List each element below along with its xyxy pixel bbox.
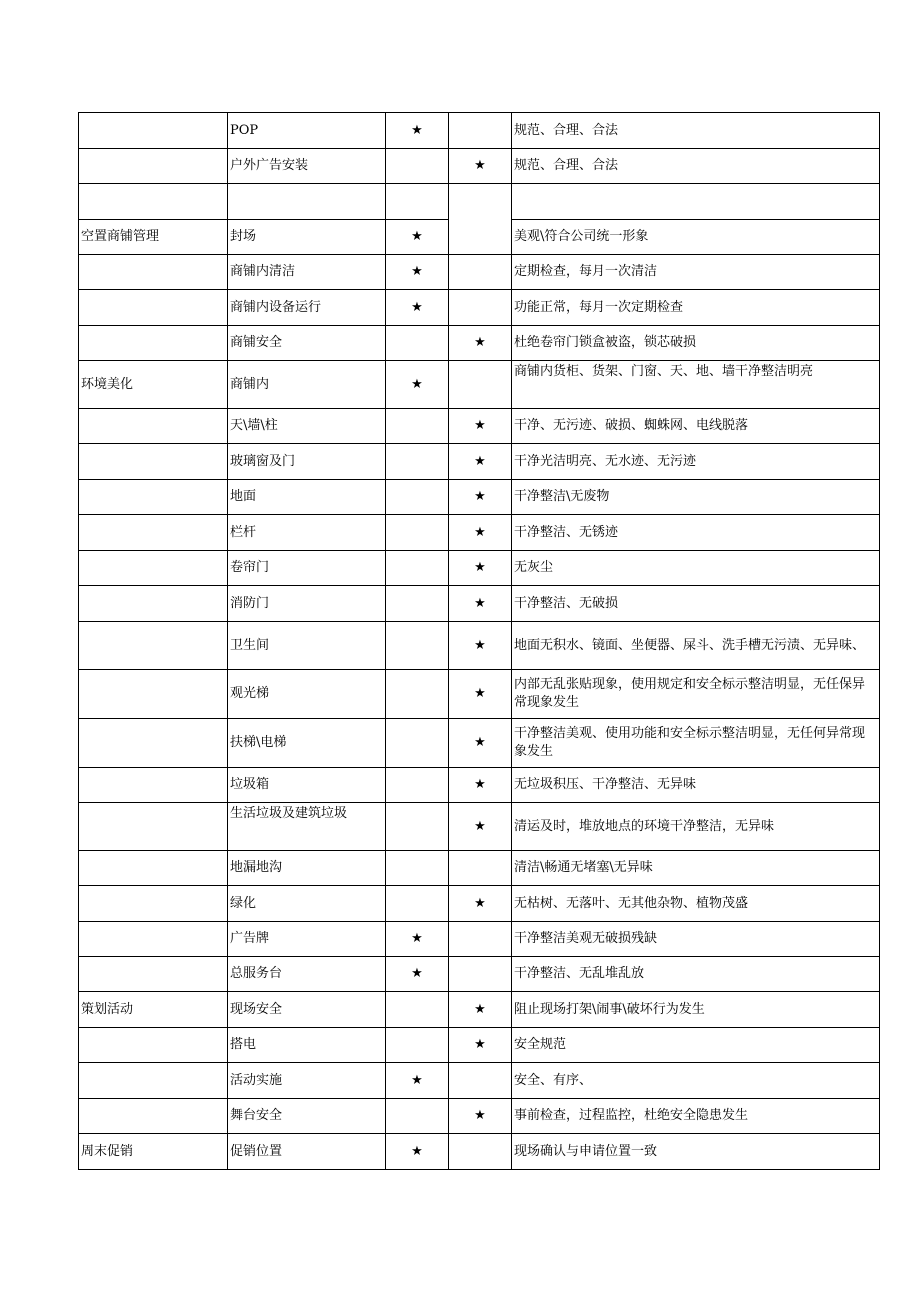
star-col1-cell	[386, 886, 449, 922]
category-cell	[79, 515, 228, 551]
standard-cell: 无灰尘	[512, 551, 880, 586]
star-col2-cell: ★	[449, 551, 512, 586]
standard-cell: 无垃圾积压、干净整洁、无异味	[512, 768, 880, 803]
star-col1-cell	[386, 149, 449, 184]
category-cell	[79, 326, 228, 361]
item-cell: 玻璃窗及门	[228, 444, 386, 480]
item-cell: 扶梯\电梯	[228, 719, 386, 768]
table-row	[79, 551, 880, 586]
table-row	[79, 992, 880, 1028]
category-cell	[79, 622, 228, 670]
star-col1-cell	[386, 851, 449, 886]
table-body	[79, 113, 880, 1170]
item-cell: 垃圾箱	[228, 768, 386, 803]
star-col2-cell	[449, 290, 512, 326]
item-cell: 观光梯	[228, 670, 386, 719]
standard-cell: 美观\符合公司统一形象	[512, 220, 880, 255]
standard-cell: 清运及时，堆放地点的环境干净整洁，无异味	[512, 803, 880, 851]
star-col1-cell	[386, 1099, 449, 1134]
star-col2-cell: ★	[449, 886, 512, 922]
star-col2-cell: ★	[449, 1028, 512, 1063]
star-col2-cell	[449, 255, 512, 290]
star-col2-cell	[449, 1134, 512, 1170]
category-cell	[79, 255, 228, 290]
category-cell	[79, 551, 228, 586]
category-cell	[79, 444, 228, 480]
standard-cell: 事前检查，过程监控，杜绝安全隐患发生	[512, 1099, 880, 1134]
item-cell: 商铺内设备运行	[228, 290, 386, 326]
item-cell: 卫生间	[228, 622, 386, 670]
category-cell	[79, 290, 228, 326]
table-row	[79, 290, 880, 326]
table-row	[79, 326, 880, 361]
item-cell: 栏杆	[228, 515, 386, 551]
star-col1-cell: ★	[386, 290, 449, 326]
table-row	[79, 515, 880, 551]
star-col2-cell: ★	[449, 480, 512, 515]
table-row	[79, 957, 880, 992]
star-col1-cell	[386, 480, 449, 515]
star-col2-cell: ★	[449, 444, 512, 480]
category-cell	[79, 149, 228, 184]
standard-cell: 安全、有序、	[512, 1063, 880, 1099]
item-cell: POP	[228, 113, 386, 149]
standard-cell: 阻止现场打架\闹事\破坏行为发生	[512, 992, 880, 1028]
star-col2-cell: ★	[449, 670, 512, 719]
category-cell: 空置商铺管理	[79, 220, 228, 255]
standard-cell: 安全规范	[512, 1028, 880, 1063]
standard-cell: 干净整洁美观无破损残缺	[512, 922, 880, 957]
star-col1-cell	[386, 551, 449, 586]
standard-cell: 清洁\畅通无堵塞\无异味	[512, 851, 880, 886]
star-col1-cell	[386, 586, 449, 622]
standard-cell: 现场确认与申请位置一致	[512, 1134, 880, 1170]
table-row	[79, 670, 880, 719]
item-cell: 活动实施	[228, 1063, 386, 1099]
star-col2-cell: ★	[449, 992, 512, 1028]
standard-cell: 定期检查，每月一次清洁	[512, 255, 880, 290]
item-cell: 现场安全	[228, 992, 386, 1028]
standard-cell: 杜绝卷帘门锁盒被盗，锁芯破损	[512, 326, 880, 361]
table-row	[79, 255, 880, 290]
star-col1-cell: ★	[386, 255, 449, 290]
table-row	[79, 922, 880, 957]
star-col2-cell: ★	[449, 326, 512, 361]
category-cell	[79, 1028, 228, 1063]
star-col1-cell	[386, 803, 449, 851]
table-row	[79, 113, 880, 149]
star-col1-cell	[386, 670, 449, 719]
category-cell: 策划活动	[79, 992, 228, 1028]
star-col2-cell	[449, 361, 512, 409]
category-cell	[79, 922, 228, 957]
table-row	[79, 586, 880, 622]
star-col1-cell: ★	[386, 922, 449, 957]
category-cell	[79, 113, 228, 149]
category-cell	[79, 851, 228, 886]
category-cell	[79, 480, 228, 515]
star-col1-cell: ★	[386, 220, 449, 255]
star-col1-cell	[386, 719, 449, 768]
star-col2-cell: ★	[449, 149, 512, 184]
standard-cell: 干净整洁美观、使用功能和安全标示整洁明显，无任何异常现象发生	[512, 719, 880, 768]
item-cell: 绿化	[228, 886, 386, 922]
item-cell: 卷帘门	[228, 551, 386, 586]
star-col1-cell	[386, 768, 449, 803]
standard-cell: 内部无乱张贴现象，使用规定和安全标示整洁明显，无任保异常现象发生	[512, 670, 880, 719]
category-cell	[79, 670, 228, 719]
star-col1-cell	[386, 992, 449, 1028]
star-col2-cell: ★	[449, 515, 512, 551]
star-col1-cell: ★	[386, 1063, 449, 1099]
category-cell	[79, 957, 228, 992]
table-row	[79, 361, 880, 409]
item-cell: 商铺内	[228, 361, 386, 409]
item-cell: 地漏地沟	[228, 851, 386, 886]
star-col2-cell	[449, 1063, 512, 1099]
item-cell: 户外广告安装	[228, 149, 386, 184]
star-col1-cell	[386, 184, 449, 220]
table-row	[79, 886, 880, 922]
item-cell: 消防门	[228, 586, 386, 622]
star-col1-cell	[386, 326, 449, 361]
table-row	[79, 851, 880, 886]
star-col1-cell	[386, 409, 449, 444]
standard-cell: 商铺内货柜、货架、门窗、天、地、墙干净整洁明亮	[512, 361, 880, 409]
table-row	[79, 184, 880, 220]
item-cell: 生活垃圾及建筑垃圾	[228, 803, 386, 851]
item-cell	[228, 184, 386, 220]
star-col2-cell: ★	[449, 1099, 512, 1134]
category-cell	[79, 719, 228, 768]
star-col2-cell: ★	[449, 622, 512, 670]
category-cell	[79, 1063, 228, 1099]
table-row	[79, 480, 880, 515]
star-col2-cell	[449, 113, 512, 149]
table-row	[79, 803, 880, 851]
category-cell	[79, 768, 228, 803]
standard-cell: 规范、合理、合法	[512, 113, 880, 149]
table-row	[79, 1099, 880, 1134]
star-col2-cell: ★	[449, 719, 512, 768]
standard-cell: 功能正常，每月一次定期检查	[512, 290, 880, 326]
item-cell: 广告牌	[228, 922, 386, 957]
standard-cell: 干净整洁、无破损	[512, 586, 880, 622]
star-col2-cell: ★	[449, 768, 512, 803]
star-col1-cell: ★	[386, 957, 449, 992]
item-cell: 商铺内清洁	[228, 255, 386, 290]
star-col1-cell	[386, 622, 449, 670]
star-col2-cell: ★	[449, 409, 512, 444]
standard-cell: 干净光洁明亮、无水迹、无污迹	[512, 444, 880, 480]
category-cell	[79, 1099, 228, 1134]
item-cell: 促销位置	[228, 1134, 386, 1170]
category-cell	[79, 409, 228, 444]
star-col1-cell	[386, 515, 449, 551]
category-cell: 环境美化	[79, 361, 228, 409]
standard-cell: 干净整洁、无乱堆乱放	[512, 957, 880, 992]
category-cell	[79, 184, 228, 220]
star-col1-cell: ★	[386, 1134, 449, 1170]
item-cell: 商铺安全	[228, 326, 386, 361]
standard-cell	[512, 184, 880, 220]
table-row	[79, 719, 880, 768]
table-row	[79, 1134, 880, 1170]
star-col1-cell	[386, 444, 449, 480]
item-cell: 天\墙\柱	[228, 409, 386, 444]
item-cell: 总服务台	[228, 957, 386, 992]
table-row	[79, 768, 880, 803]
item-cell: 封场	[228, 220, 386, 255]
star-col1-cell	[386, 1028, 449, 1063]
table-row	[79, 149, 880, 184]
standard-cell: 规范、合理、合法	[512, 149, 880, 184]
star-col2-cell	[449, 957, 512, 992]
star-col1-cell: ★	[386, 361, 449, 409]
item-cell: 舞台安全	[228, 1099, 386, 1134]
star-col2-cell	[449, 922, 512, 957]
star-col1-cell: ★	[386, 113, 449, 149]
category-cell	[79, 803, 228, 851]
star-col2-cell	[449, 851, 512, 886]
table-row	[79, 622, 880, 670]
category-cell	[79, 886, 228, 922]
inspection-table	[78, 112, 880, 1170]
standard-cell: 干净整洁、无锈迹	[512, 515, 880, 551]
table-row	[79, 1028, 880, 1063]
category-cell	[79, 586, 228, 622]
item-cell: 地面	[228, 480, 386, 515]
standard-cell: 无枯树、无落叶、无其他杂物、植物茂盛	[512, 886, 880, 922]
star-col2-cell	[449, 184, 512, 255]
star-col2-cell: ★	[449, 586, 512, 622]
standard-cell: 干净、无污迹、破损、蜘蛛网、电线脱落	[512, 409, 880, 444]
star-col2-cell: ★	[449, 803, 512, 851]
item-cell: 搭电	[228, 1028, 386, 1063]
table-row	[79, 409, 880, 444]
standard-cell: 干净整洁\无废物	[512, 480, 880, 515]
table-row	[79, 1063, 880, 1099]
category-cell: 周末促销	[79, 1134, 228, 1170]
standard-cell: 地面无积水、镜面、坐便器、屎斗、洗手槽无污渍、无异味、	[512, 622, 880, 670]
table-row	[79, 444, 880, 480]
